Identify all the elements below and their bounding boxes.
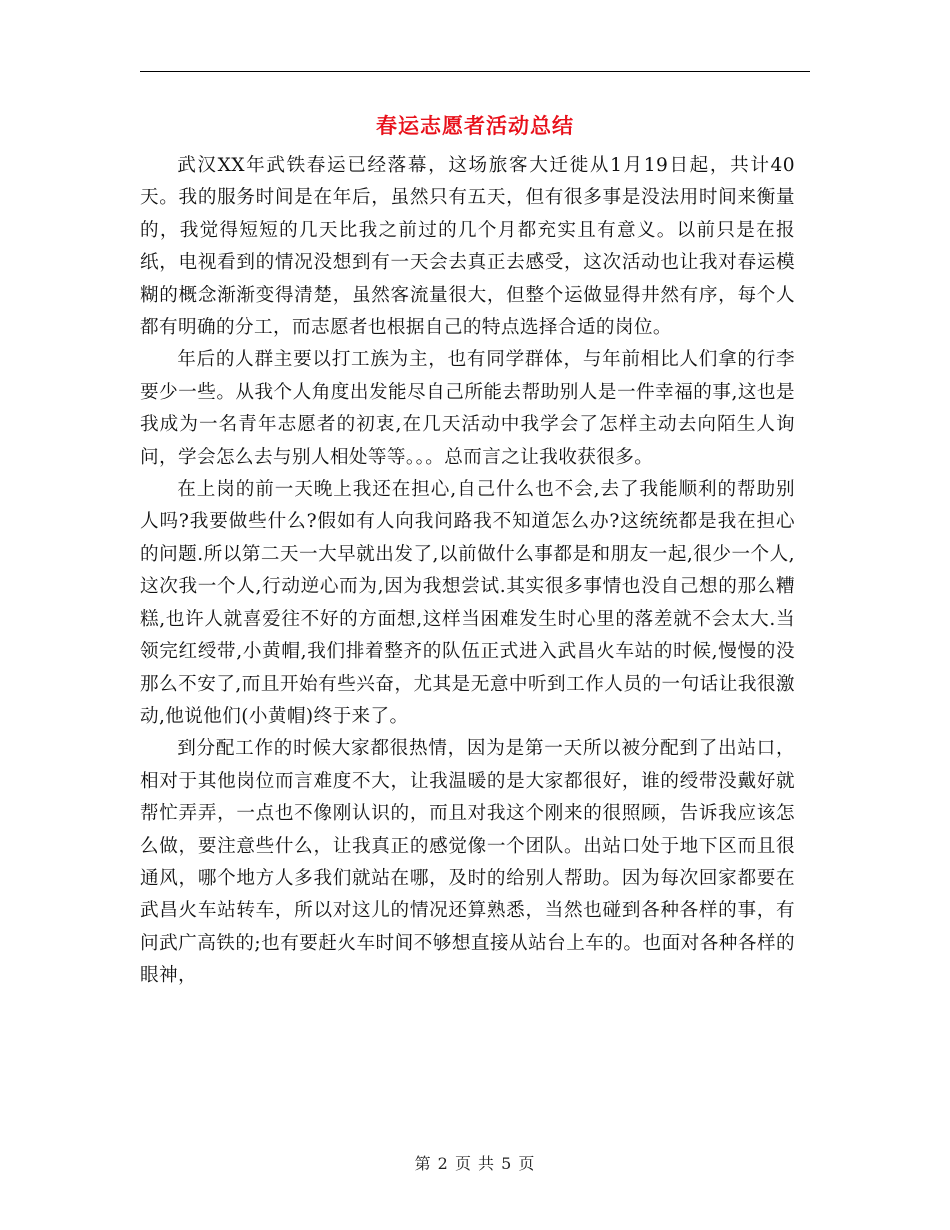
header-rule	[140, 71, 810, 72]
body-paragraph: 在上岗的前一天晚上我还在担心,自己什么也不会,去了我能顺利的帮助别人吗?我要做些什么?假如有人向我问路我不知道怎么办?这统统都是我在担心的问题.所以第二天一大早就出发了,以前做什么事都是和朋友一起,很少一个人,这次我一个人,行动逆心而为,因为我想尝试.其实很多事情也没自己想的那么糟糕,也许人就喜爱往不好的方面想,这样当困难发生时心里的落差就不会太大.当领完红绶带,小黄帽,我们排着整齐的队伍正式进入武昌火车站的时候,慢慢的没那么不安了,而且开始有些兴奋，尤其是无意中听到工作人员的一句话让我很激动,他说他们(小黄帽)终于来了。	[140, 479, 795, 727]
document-title: 春运志愿者活动总结	[376, 113, 574, 138]
page-number-footer: 第 2 页 共 5 页	[414, 1154, 536, 1173]
body-paragraph: 武汉XX年武铁春运已经落幕，这场旅客大迁徙从1月19日起，共计40天。我的服务时间是在年后，虽然只有五天，但有很多事是没法用时间来衡量的，我觉得短短的几天比我之前过的几个月都充实且有意义。以前只是在报纸，电视看到的情况没想到有一天会去真正去感受，这次活动也让我对春运模糊的概念渐渐变得清楚，虽然客流量很大，但整个运做显得井然有序，每个人都有明确的分工，而志愿者也根据自己的特点选择合适的岗位。	[140, 155, 795, 339]
document-body	[140, 150, 795, 993]
body-paragraph: 到分配工作的时候大家都很热情，因为是第一天所以被分配到了出站口，相对于其他岗位而言难度不大，让我温暖的是大家都很好，谁的绶带没戴好就帮忙弄弄，一点也不像刚认识的，而且对我这个刚来的很照顾，告诉我应该怎么做，要注意些什么，让我真正的感觉像一个团队。出站口处于地下区而且很通风，哪个地方人多我们就站在哪，及时的给别人帮助。因为每次回家都要在武昌火车站转车，所以对这儿的情况还算熟悉，当然也碰到各种各样的事，有问武广高铁的;也有要赶火车时间不够想直接从站台上车的。也面对各种各样的眼神，	[140, 738, 795, 987]
body-paragraph: 年后的人群主要以打工族为主，也有同学群体，与年前相比人们拿的行李要少一些。从我个人角度出发能尽自己所能去帮助别人是一件幸福的事,这也是我成为一名青年志愿者的初衷,在几天活动中我学会了怎样主动去向陌生人询问，学会怎么去与别人相处等等。。。总而言之让我收获很多。	[140, 349, 795, 468]
